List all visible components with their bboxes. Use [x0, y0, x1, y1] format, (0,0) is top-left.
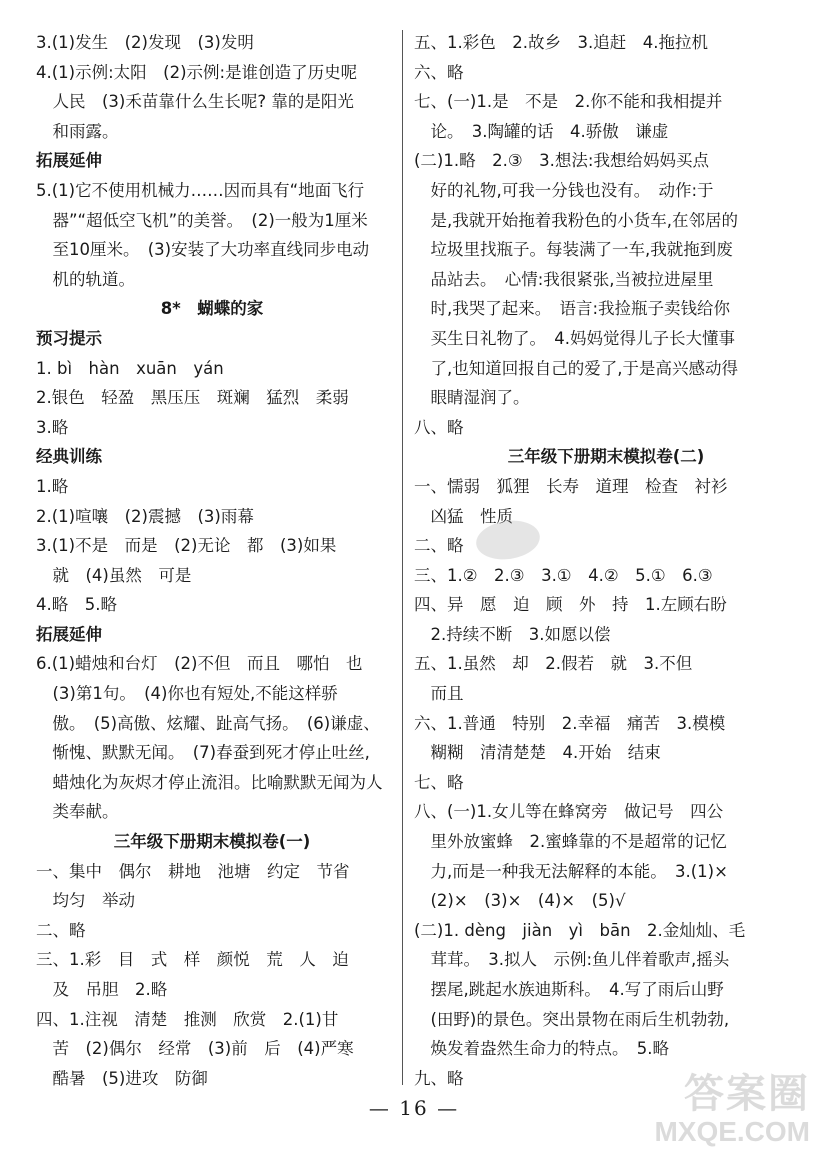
- answer-line: (3)第1句。 (4)你也有短处,不能这样骄: [36, 684, 338, 704]
- answer-line: 论。 3.陶罐的话 4.骄傲 谦虚: [414, 121, 669, 141]
- answer-line: 四、异 愿 迫 顾 外 持 1.左顾右盼: [414, 595, 727, 615]
- section-heading: 拓展延伸: [36, 624, 102, 644]
- answer-line: 四、1.注视 清楚 推测 欣赏 2.(1)甘: [36, 1009, 339, 1029]
- column-divider: [402, 30, 403, 1085]
- answer-line: 人民 (3)禾苗靠什么生长呢? 靠的是阳光: [36, 92, 354, 112]
- page-number: — 16 —: [368, 1096, 460, 1120]
- answer-line: 1.略: [36, 476, 69, 496]
- answer-line: 类奉献。: [36, 802, 119, 822]
- answer-line: 好的礼物,可我一分钱也没有。 动作:于: [414, 180, 714, 200]
- answer-line: 均匀 举动: [36, 891, 135, 911]
- answer-line: 眼睛湿润了。: [414, 388, 530, 408]
- answer-line: 时,我哭了起来。 语言:我捡瓶子卖钱给你: [414, 299, 731, 319]
- answer-line: 是,我就开始拖着我粉色的小货车,在邻居的: [414, 210, 738, 230]
- answer-line: 二、略: [414, 536, 464, 556]
- answer-line: 傲。 (5)高傲、炫耀、趾高气扬。 (6)谦虚、: [36, 713, 380, 733]
- answer-line: 凶猛 性质: [414, 506, 513, 526]
- answer-line: 惭愧、默默无闻。 (7)春蚕到死才停止吐丝,: [36, 743, 370, 763]
- answer-line: 七、略: [414, 772, 464, 792]
- answer-line: 九、略: [414, 1068, 464, 1088]
- section-heading: 拓展延伸: [36, 151, 102, 171]
- answer-line: 买生日礼物了。 4.妈妈觉得儿子长大懂事: [414, 328, 735, 348]
- answer-line: 八、(一)1.女儿等在蜂窝旁 做记号 四公: [414, 802, 724, 822]
- answer-line: 酷暑 (5)进攻 防御: [36, 1068, 208, 1088]
- answer-line: 七、(一)1.是 不是 2.你不能和我相提并: [414, 92, 723, 112]
- answer-line: 2.(1)喧嚷 (2)震撼 (3)雨幕: [36, 506, 254, 526]
- section-heading: 预习提示: [36, 328, 102, 348]
- answer-line: 就 (4)虽然 可是: [36, 565, 192, 585]
- answer-line: 一、懦弱 狐狸 长寿 道理 检查 衬衫: [414, 476, 728, 496]
- answer-line: 2.持续不断 3.如愿以偿: [414, 624, 611, 644]
- answer-line: 至10厘米。 (3)安装了大功率直线同步电动: [36, 240, 370, 260]
- answer-line: 机的轨道。: [36, 269, 135, 289]
- answer-line: (2)× (3)× (4)× (5)√: [414, 891, 626, 911]
- watermark-title: 答案圈: [684, 1071, 810, 1117]
- answer-line: 3.略: [36, 417, 69, 437]
- answer-line: 六、1.普通 特别 2.幸福 痛苦 3.模模: [414, 713, 726, 733]
- answer-line: 和雨露。: [36, 121, 119, 141]
- answer-line: 一、集中 偶尔 耕地 池塘 约定 节省: [36, 861, 350, 881]
- answer-line: 五、1.虽然 却 2.假若 就 3.不但: [414, 654, 693, 674]
- section-title: 8* 蝴蝶的家: [160, 299, 264, 319]
- answer-line: 力,而是一种我无法解释的本能。 3.(1)×: [414, 861, 728, 881]
- answer-line: 及 吊胆 2.略: [36, 980, 168, 999]
- answer-line: 里外放蜜蜂 2.蜜蜂靠的不是超常的记忆: [414, 832, 727, 852]
- answer-line: 茸茸。 3.拟人 示例:鱼儿伴着歌声,摇头: [414, 950, 730, 970]
- answer-line: 3.(1)发生 (2)发现 (3)发明: [36, 33, 254, 52]
- answer-line: 4.(1)示例:太阳 (2)示例:是谁创造了历史呢: [36, 62, 358, 82]
- answer-line: 苦 (2)偶尔 经常 (3)前 后 (4)严寒: [36, 1039, 354, 1059]
- answer-line: 六、略: [414, 62, 464, 82]
- answer-line: 焕发着盎然生命力的特点。 5.略: [414, 1039, 669, 1059]
- answer-line: (田野)的景色。突出景物在雨后生机勃勃,: [414, 1009, 730, 1029]
- answer-line: 摆尾,跳起水族迪斯科。 4.写了雨后山野: [414, 980, 724, 999]
- answer-line: 1. bì hàn xuān yán: [36, 358, 224, 378]
- left-column: [36, 28, 388, 1093]
- answer-line: (二)1. dèng jiàn yì bān 2.金灿灿、毛: [414, 920, 746, 940]
- answer-line: 三、1.② 2.③ 3.① 4.② 5.① 6.③: [414, 565, 713, 585]
- watermark-url: MXQE.COM: [654, 1116, 810, 1147]
- answer-line: 二、略: [36, 920, 86, 940]
- watermark-logo: [640, 1060, 810, 1155]
- section-heading: 经典训练: [36, 447, 102, 467]
- answer-line: 品站去。 心情:我很紧张,当被拉进屋里: [414, 269, 714, 289]
- right-column: [414, 28, 798, 1093]
- answer-line: 5.(1)它不使用机械力……因而具有“地面飞行: [36, 180, 365, 200]
- answer-line: 蜡烛化为灰烬才停止流泪。比喻默默无闻为人: [36, 772, 383, 792]
- answer-line: 垃圾里找瓶子。每装满了一车,我就拖到废: [414, 240, 733, 260]
- answer-line: 八、略: [414, 417, 464, 437]
- section-title: 三年级下册期末模拟卷(一): [113, 832, 311, 852]
- answer-line: 而且: [414, 684, 464, 704]
- section-title: 三年级下册期末模拟卷(二): [507, 447, 705, 467]
- answer-line: 6.(1)蜡烛和台灯 (2)不但 而且 哪怕 也: [36, 654, 363, 674]
- answer-line: 4.略 5.略: [36, 595, 117, 615]
- answer-line: 2.银色 轻盈 黑压压 斑斓 猛烈 柔弱: [36, 388, 349, 408]
- answer-line: 器”“超低空飞机”的美誉。 (2)一般为1厘米: [36, 210, 368, 230]
- answer-line: (二)1.略 2.③ 3.想法:我想给妈妈买点: [414, 151, 709, 171]
- answer-line: 糊糊 清清楚楚 4.开始 结束: [414, 743, 661, 763]
- answer-line: 3.(1)不是 而是 (2)无论 都 (3)如果: [36, 536, 337, 556]
- answer-line: 了,也知道回报自己的爱了,于是高兴感动得: [414, 358, 738, 378]
- answer-line: 三、1.彩 目 式 样 颜悦 荒 人 迫: [36, 950, 349, 970]
- answer-line: 五、1.彩色 2.故乡 3.追赶 4.拖拉机: [414, 33, 708, 52]
